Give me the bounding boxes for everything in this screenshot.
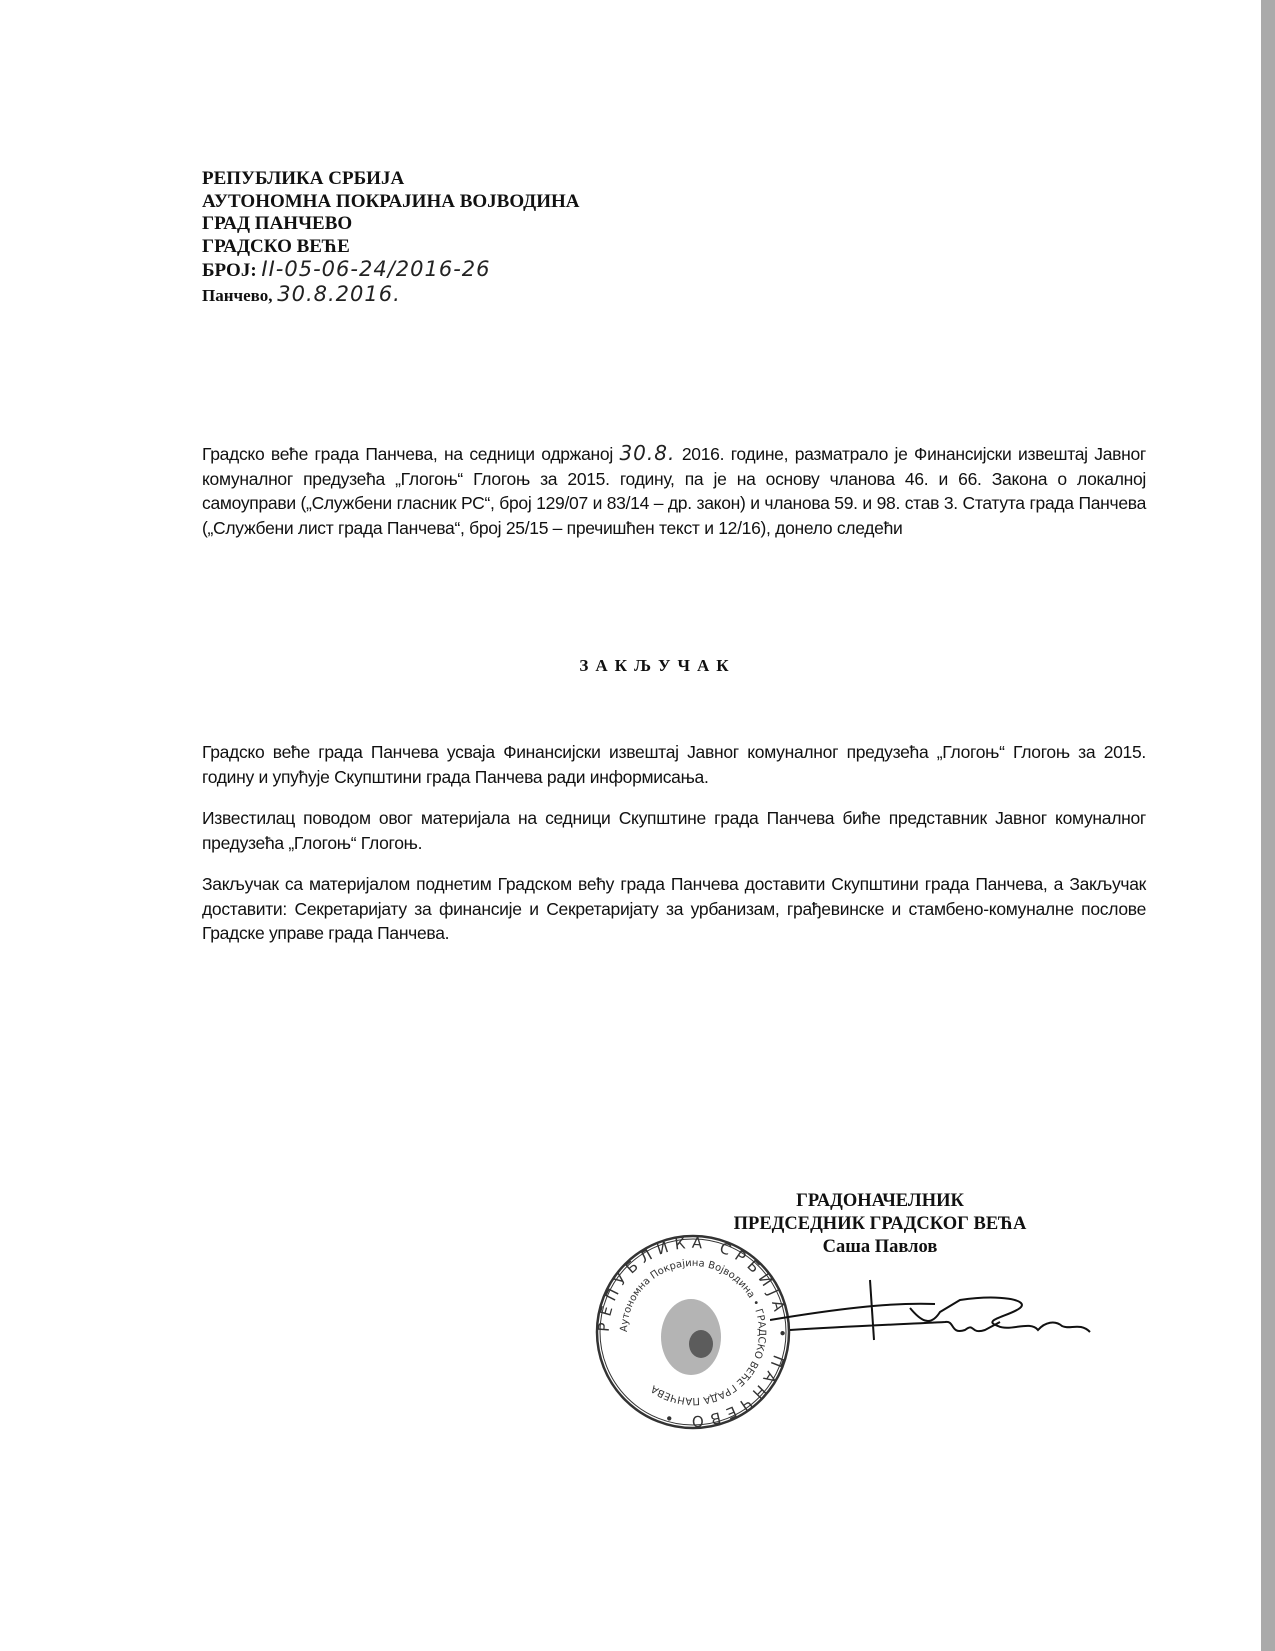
date-handwritten: 30.8.2016. [277, 281, 401, 306]
intro-text-end: 2016. године, разматрало је Финансијски извештај Јавног комуналног предузећа „Глогоњ“ Глогоњ за 2015. годину, па је на основу чланова 46. и 66. Закона о локалној самоуправи („Службени гласник РС“, број 129/07 и 83/14 – др. закон) и чланова 59. и 98. став 3. Статута града Панчева („Службени лист града Панчева“, број 25/15 – пречишћен текст и 12/16), донело следећи [202, 444, 1147, 538]
handwritten-signature-icon [770, 1260, 1100, 1350]
document-title: ЗАКЉУЧАК [579, 656, 736, 675]
number-handwritten: II-05-06-24/2016-26 [261, 257, 491, 281]
conclusion-paragraph-1: Градско веће града Панчева усваја Финансијски извештај Јавног комуналног предузећа „Глогоњ“ Глогоњ за 2015. годину и упућује Скупштини града Панчева ради информисања. [202, 742, 1146, 787]
header-line-country: РЕПУБЛИКА СРБИЈА [202, 168, 405, 189]
number-label: БРОЈ: [202, 260, 257, 281]
intro-date-handwritten: 30.8. [619, 441, 676, 465]
header-line-province: АУТОНОМНА ПОКРАЈИНА ВОЈВОДИНА [202, 190, 580, 212]
signatory-role-mayor: ГРАДОНАЧЕЛНИК [796, 1191, 964, 1211]
conclusion-paragraph-3: Закључак са материјалом поднетим Градском већу града Панчева доставити Скупштини града Панчева, а Закључак доставити: Секретаријату за финансије и Секретаријату за урбанизам, грађевинске и стамбено-комуналне послове Градске управе града Панчева. [202, 874, 1146, 943]
official-stamp-icon [593, 1232, 793, 1432]
document-date [202, 283, 580, 308]
signatory-role-president: ПРЕДСЕДНИК ГРАДСКОГ ВЕЋА [733, 1214, 1027, 1234]
svg-text:РЕПУБЛИКА СРБИЈА • ПАНЧЕВО •: РЕПУБЛИКА СРБИЈА • ПАНЧЕВО • [594, 1233, 792, 1431]
document-header [202, 168, 580, 307]
intro-text-start: Градско веће града Панчева, на седници одржаној [202, 444, 613, 464]
document-number [202, 258, 580, 283]
svg-text:Аутономна Покрајина Војводина: Аутономна Покрајина Војводина • ГРАДСКО ВЕЋЕ ГРАДА ПАНЧЕВА [618, 1257, 768, 1407]
header-line-council: ГРАДСКО ВЕЋЕ [202, 235, 350, 257]
header-line-city: ГРАД ПАНЧЕВО [202, 213, 353, 234]
scan-edge [1261, 0, 1275, 1651]
place-label: Панчево, [202, 285, 273, 305]
conclusion-paragraph-2: Известилац поводом овог материјала на седници Скупштине града Панчева биће представник Јавног комуналног предузећа „Глогоњ“ Глогоњ. [202, 808, 1146, 853]
signatory-name: Саша Павлов [822, 1237, 938, 1257]
intro-paragraph [202, 441, 1146, 540]
